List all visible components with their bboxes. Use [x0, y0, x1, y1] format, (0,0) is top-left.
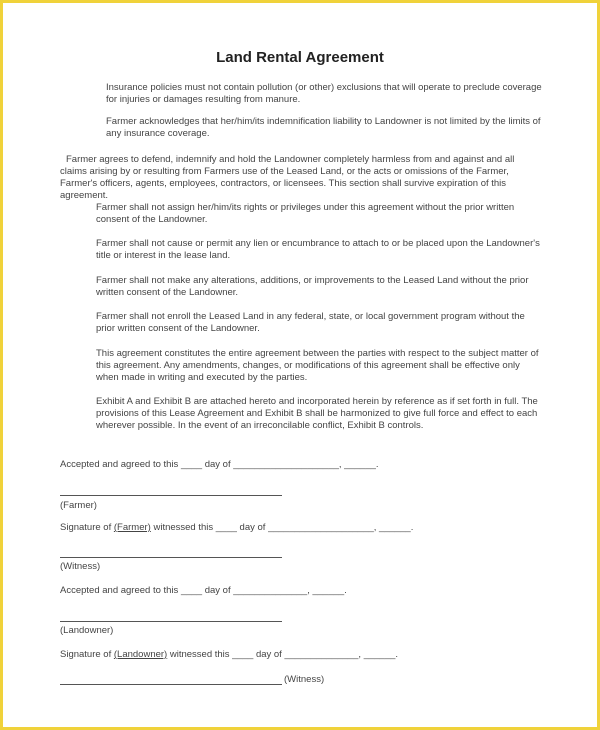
paragraph-entire-agreement: This agreement constitutes the entire agreement between the parties with respect to the subject matter of this agreement. Any amendments, changes, or modifications of this agreement shall be effective only when made in writing and executed by the parties. [96, 348, 539, 383]
sig-prefix-2: Signature of [60, 649, 114, 660]
paragraph-indemnify: Farmer agrees to defend, indemnify and hold the Landowner completely harmless from and against and all claims arising by or resulting from Farmers use of the Leased Land, or the acts or omissions of the Farmer, Farmer's officers, agents, employees, contractors, or licensees. This section shall survive expiration of this agreement. [60, 154, 515, 201]
signature-line-farmer [60, 495, 282, 496]
sig-party-farmer: (Farmer) [113, 522, 151, 533]
witness-label: (Witness) [60, 561, 101, 572]
signature-witness-line-farmer [60, 522, 413, 534]
sig-party-landowner: (Landowner) [113, 649, 168, 660]
paragraph-acknowledge: Farmer acknowledges that her/him/its indemnification liability to Landowner is not limited by the limits of any insurance coverage. [106, 116, 541, 139]
signature-line-landowner [60, 621, 282, 622]
paragraph-assign: Farmer shall not assign her/him/its rights or privileges under this agreement without the prior written consent of the Landowner. [96, 202, 515, 225]
signature-line-witness-2 [60, 684, 282, 685]
paragraph-alterations: Farmer shall not make any alterations, additions, or improvements to the Leased Land without the prior written consent of the Landowner. [96, 275, 529, 298]
sig-suffix-2: witnessed this ____ day of ______________, ______. [167, 649, 399, 660]
accepted-line-landowner: Accepted and agreed to this ____ day of ______________, ______. [60, 585, 347, 596]
sig-suffix: witnessed this ____ day of ____________________, ______. [150, 522, 414, 533]
witness-label-2: (Witness) [284, 674, 325, 685]
document-title: Land Rental Agreement [216, 49, 384, 66]
landowner-label: (Landowner) [60, 625, 114, 636]
signature-line-witness [60, 557, 282, 558]
signature-witness-line-landowner [60, 649, 398, 661]
farmer-label: (Farmer) [60, 500, 97, 511]
paragraph-lien: Farmer shall not cause or permit any lien or encumbrance to attach to or be placed upon the Landowner's title or interest in the lease land. [96, 238, 540, 261]
paragraph-exhibit: Exhibit A and Exhibit B are attached hereto and incorporated herein by reference as if set forth in full. The provisions of this Lease Agreement and Exhibit B shall be harmonized to give full force and effect to each wherever possible. In the event of an irreconcilable conflict, Exhibit B controls. [96, 396, 538, 431]
document-page [3, 3, 597, 727]
paragraph-insurance: Insurance policies must not contain pollution (or other) exclusions that will operate to preclude coverage for injuries or damages resulting from manure. [106, 82, 542, 105]
accepted-line-farmer: Accepted and agreed to this ____ day of ____________________, ______. [60, 459, 379, 470]
paragraph-enroll: Farmer shall not enroll the Leased Land in any federal, state, or local government program without the prior written consent of the Landowner. [96, 311, 525, 334]
sig-prefix: Signature of [60, 522, 114, 533]
